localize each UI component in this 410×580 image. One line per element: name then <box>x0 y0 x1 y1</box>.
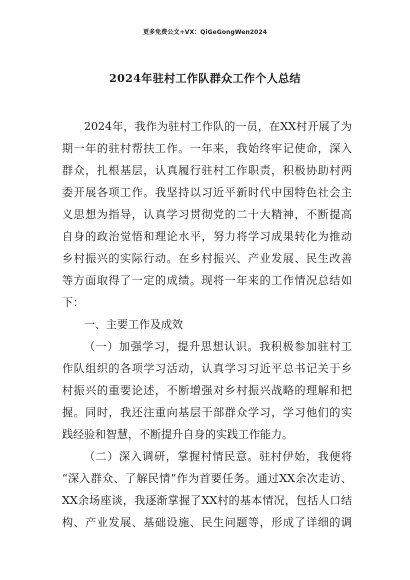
paragraph-line: 作队组织的各项学习活动，认真学习习近平总书记关于乡 <box>62 362 352 375</box>
paragraph-line: 践经验和智慧，不断提升自身的实践工作能力。 <box>62 428 293 441</box>
paragraph-line: 义思想为指导，认真学习贯彻党的二十大精神，不断提高 <box>62 208 352 221</box>
header-note: 更多免费公文+VX：QiGeGongWen2024 <box>142 29 267 36</box>
paragraph-line: 构、产业发展、基础设施、民生问题等，形成了详细的调 <box>62 516 352 529</box>
paragraph-line: “深入群众、了解民情”作为首要任务。通过XX余次走访、 <box>62 472 352 485</box>
section-heading: 一、主要工作及成效 <box>84 318 183 331</box>
document-title: 2024年驻村工作队群众工作个人总结 <box>109 72 301 85</box>
paragraph-line: 等方面取得了一定的成绩。现将一年来的工作情况总结如 <box>62 274 352 287</box>
paragraph-line: 下： <box>62 296 84 309</box>
paragraph-line: 2024年，我作为驻村工作队的一员，在XX村开展了为 <box>84 120 352 133</box>
paragraph-line: （二）深入调研，掌握村情民意。驻村伊始，我便将 <box>84 450 352 463</box>
paragraph-line: 群众，扎根基层，认真履行驻村工作职责，积极协助村两 <box>62 164 352 177</box>
document-body <box>62 116 352 534</box>
paragraph-line: 乡村振兴的实际行动。在乡村振兴、产业发展、民生改善 <box>62 252 352 265</box>
paragraph-line: 委开展各项工作。我坚持以习近平新时代中国特色社会主 <box>62 186 352 199</box>
paragraph-line: 村振兴的重要论述，不断增强对乡村振兴战略的理解和把 <box>62 384 352 397</box>
paragraph-line: XX余场座谈，我逐渐掌握了XX村的基本情况，包括人口结 <box>62 494 352 507</box>
paragraph-line: （一）加强学习，提升思想认识。我积极参加驻村工 <box>84 340 352 353</box>
paragraph-line: 期一年的驻村帮扶工作。一年来，我始终牢记使命，深入 <box>62 142 352 155</box>
paragraph-line: 自身的政治觉悟和理论水平，努力将学习成果转化为推动 <box>62 230 352 243</box>
paragraph-line: 握。同时，我还注重向基层干部群众学习，学习他们的实 <box>62 406 352 419</box>
